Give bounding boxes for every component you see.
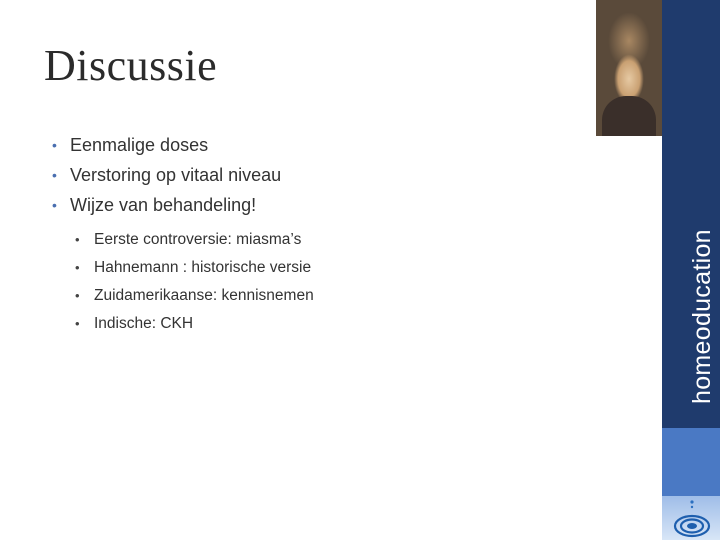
sub-bullet-item: • Eerste controversie: miasma’s bbox=[75, 226, 314, 254]
bullet-item: • Eenmalige doses bbox=[52, 130, 281, 160]
brand-sidebar bbox=[596, 0, 720, 540]
sub-bullet-item: • Zuidamerikaanse: kennisnemen bbox=[75, 282, 314, 310]
portrait-mosaic-image bbox=[596, 0, 662, 136]
bullet-item: • Verstoring op vitaal niveau bbox=[52, 160, 281, 190]
portrait-body-shape bbox=[602, 96, 656, 136]
sidebar-mid-bar bbox=[662, 428, 720, 496]
sub-bullet-list bbox=[75, 226, 314, 338]
water-ripple-logo-icon bbox=[672, 496, 712, 540]
bullet-list bbox=[52, 130, 281, 220]
sub-bullet-item: • Indische: CKH bbox=[75, 310, 314, 338]
bullet-item: • Wijze van behandeling! bbox=[52, 190, 281, 220]
slide-title: Discussie bbox=[44, 41, 218, 90]
sub-bullet-item: • Hahnemann : historische versie bbox=[75, 254, 314, 282]
brand-label: homeoducation bbox=[688, 229, 716, 404]
